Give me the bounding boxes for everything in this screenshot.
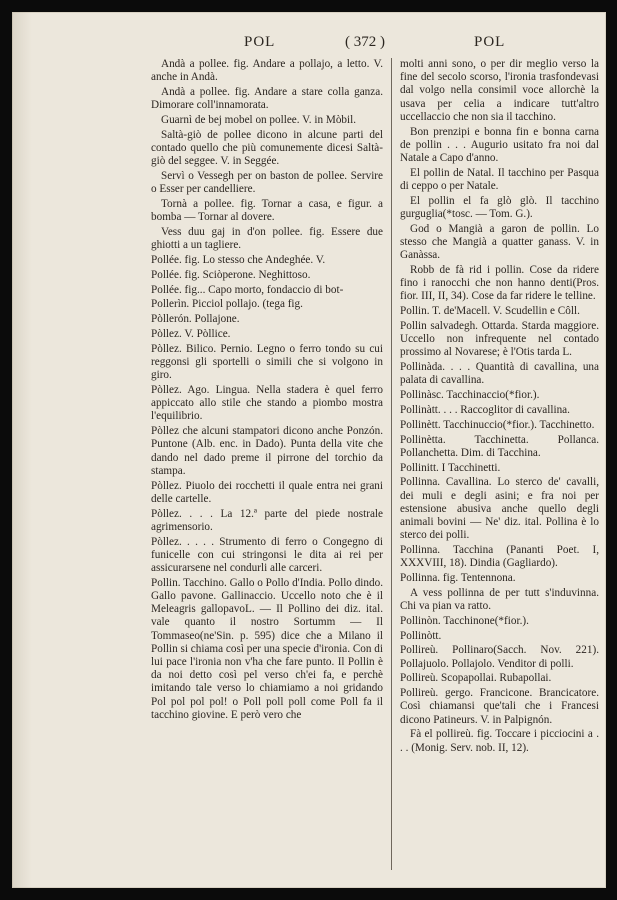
dictionary-entry: Tornà a pollee. fig. Tornar a casa, e figur. a bomba — Tornar al dovere. (151, 198, 383, 224)
dictionary-entry: Pòllez. . . . . Strumento di ferro o Congegno di funicelle con cui stringonsi le dita ai rei per assicurarsene nel condurli alle carceri. (151, 535, 383, 574)
dictionary-entry: Pollin salvadegh. Ottarda. Starda maggiore. Uccello non infrequente nel contado prossimo al Novarese; è l'Otis tarda L. (400, 320, 599, 359)
dictionary-entry: Pollinna. Tacchina (Pananti Poet. I, XXXVIII, 18). Dindia (Gagliardo). (400, 544, 599, 570)
dictionary-entry: El pollin el fa glò glò. Il tacchino gurguglia(*tosc. — Tom. G.). (400, 194, 599, 221)
dictionary-entry: Pollinètt. Tacchinuccio(*fior.). Tacchinetto. (400, 418, 595, 431)
dictionary-entry: Pollée. fig. Sciòperone. Neghittoso. (151, 268, 311, 281)
header-right-word: POL (474, 34, 506, 50)
page-number: ( 372 ) (345, 34, 385, 50)
left-column (151, 58, 383, 874)
dictionary-entry: Pollireù. Pollinaro(Sacch. Nov. 221). Pollajuolo. Pollajolo. Venditor di polli. (400, 644, 599, 670)
dictionary-entry: Pollireù. gergo. Francicone. Brancicatore. Così chiamansi que'tali che i Francesi dicono Patineurs. V. in Palpignón. (400, 687, 599, 726)
dictionary-entry: Pòllez. Bilico. Pernio. Legno o ferro tondo su cui reggonsi gli sportelli o simili che si volgono in giro. (151, 342, 383, 382)
dictionary-entry: A vess pollinna de per tutt s'induvinna. Chi va pian va ratto. (400, 586, 599, 613)
dictionary-entry: Pòllez. V. Pòllice. (151, 327, 231, 340)
dictionary-entry: Pollinàda. . . . Quantità di cavallina, una palata di cavallina. (400, 361, 599, 387)
dictionary-entry: Andà a pollee. fig. Andare a stare colla ganza. Dimorare coll'innamorata. (151, 86, 383, 112)
running-header (12, 34, 606, 56)
dictionary-entry: Pollinàtt. . . . Raccoglitor di cavallina. (400, 404, 570, 417)
dictionary-entry: Pollinna. fig. Tentennona. (400, 572, 516, 585)
dictionary-entry: Robb de fà rid i pollin. Cose da ridere fino i ranocchi che non hanno denti(Pros. fior. III, II, 34). Cose da far ridere le telline. (400, 264, 599, 303)
dictionary-entry: Pollin. T. de'Macell. V. Scudellin e Côll. (400, 305, 580, 318)
dictionary-entry: Pollin. Tacchino. Gallo o Pollo d'India. Pollo dindo. Gallo pavone. Gallinaccio. Uccello noto che è il Meleagris gallopavoL. — Il Pollino dei diz. ital. vale quanto il nostro Sortumm — Il Tommaseo(ne'Sin. p. 595) dice che a Milano il Pollin si chiama così per una specie d'ironia. Con di lui pace l'ironia non v'ha che fare punto. Il Pollin è da noi detto così pel verso ch'ei fa, e perchè imitando tale verso lo chiamiamo a noi gridando Pol pol pol pol! o Poll poll poll come Poll fa il tacchino giovine. E però vero che (151, 576, 383, 721)
dictionary-entry: Pollinòn. Tacchinone(*fior.). (400, 614, 529, 627)
dictionary-entry: Fà el pollireù. fig. Toccare i picciocini a . . . (Monig. Serv. nob. II, 12). (400, 728, 599, 754)
dictionary-entry: Bon prenzipi e bonna fin e bonna carna de pollin . . . Augurio usitato fra noi dal Natale a Capo d'anno. (400, 125, 599, 165)
dictionary-entry: Pollinàsc. Tacchinaccio(*fior.). (400, 389, 540, 402)
dictionary-entry: Pòllerón. Pollajone. (151, 313, 240, 326)
dictionary-entry: Pollée. fig... Capo morto, fondaccio di bot- (151, 283, 344, 296)
dictionary-entry: God o Mangià a garon de pollin. Lo stesso che Mangià a quatter ganass. V. in Ganàssa. (400, 222, 599, 262)
dictionary-entry: Pollireù. Scopapollai. Rubapollai. (400, 672, 552, 685)
right-column (400, 58, 599, 874)
book-page (12, 12, 606, 888)
header-left-word: POL (244, 34, 276, 50)
dictionary-entry: Pollinètta. Tacchinetta. Pollanca. Pollanchetta. Dim. di Tacchina. (400, 433, 599, 459)
dictionary-entry: Guarnì de bej mobel on pollee. V. in Mòbil. (161, 114, 357, 126)
dictionary-entry: Saltà-giò de pollee dicono in alcune parti del contado quello che più comunemente dicesi Saltà-giò del seggee. V. in Seggée. (151, 128, 383, 168)
dictionary-entry: Pòllez. . . . La 12.ª parte del piede nostrale agrimensorio. (151, 507, 383, 533)
dictionary-entry: Andà a pollee. fig. Andare a pollajo, a letto. V. anche in Andà. (151, 58, 383, 84)
column-divider (391, 58, 392, 870)
dictionary-entry: Pòllez che alcuni stampatori dicono anche Ponzón. Puntone (Alb. enc. in Dado). Punta della vite che dando nel dado preme il pirrone del torchio da stampa. (151, 425, 383, 477)
dictionary-entry: Vess duu gaj in d'on pollee. fig. Essere due ghiotti a un tagliere. (151, 226, 383, 252)
dictionary-entry: Pòllez. Ago. Lingua. Nella stadera è quel ferro appiccato allo stile che stando a piombo mostra l'equilibrio. (151, 383, 383, 423)
dictionary-entry: molti anni sono, o per dir meglio verso la fine del secolo scorso, l'ironia trasfondevasi dal volgo nella consimil voce allorchè la usava per celia a indicare tutt'altro uccellaccio che non sia il tacchino. (400, 58, 599, 123)
dictionary-entry: Servì o Vessegh per on baston de pollee. Servire o Esser per candelliere. (151, 170, 383, 196)
dictionary-entry: Pollinna. Cavallina. Lo sterco de' cavalli, dei muli e degli asini; e fra noi per estensione abusiva anche quello degli animali bovini — Ne' diz. ital. Pollina è lo sterco dei polli. (400, 476, 599, 542)
dictionary-entry: Pollinitt. I Tacchinetti. (400, 461, 501, 474)
dictionary-entry: Pollée. fig. Lo stesso che Andeghée. V. (151, 254, 326, 266)
dictionary-entry: Pollerìn. Picciol pollajo. (tega fig. (151, 298, 303, 311)
dictionary-entry: Pollinòtt. (400, 629, 442, 642)
dictionary-entry: El pollin de Natal. Il tacchino per Pasqua di ceppo o per Natale. (400, 166, 599, 193)
dictionary-entry: Pòllez. Piuolo dei rocchetti il quale entra nei grani delle cartelle. (151, 479, 383, 505)
